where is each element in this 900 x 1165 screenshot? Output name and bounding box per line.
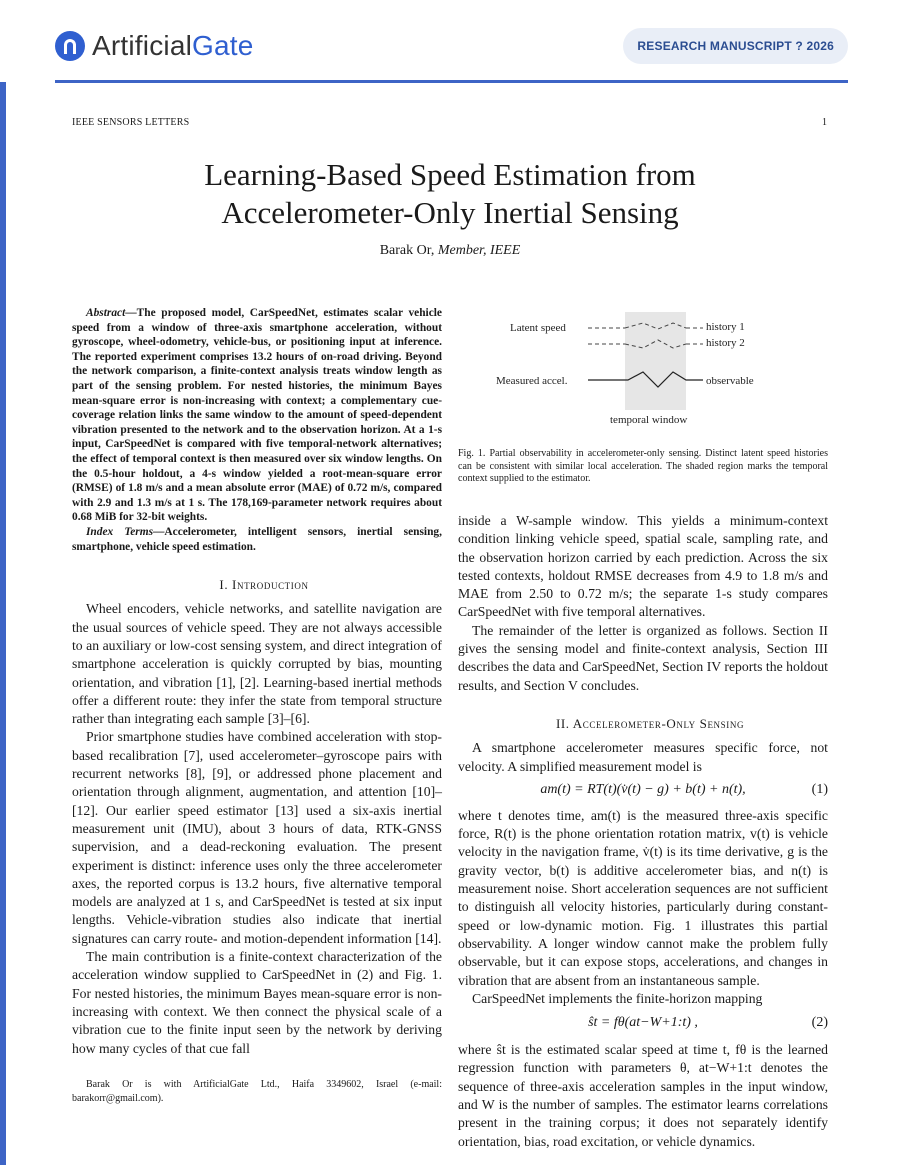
paper-title: Learning-Based Speed Estimation from Accelerometer-Only Inertial Sensing xyxy=(204,157,696,230)
section-heading-introduction: I. Introduction xyxy=(219,577,309,593)
intro-paragraph-2: Prior smartphone studies have combined acceleration with stop-based recalibration [7], used accelerometer–gyroscope pairs with recurrent networks [8], [9], or addressed phone placement and orientation through alignment, augmentation, and attention [10]–[12]. Our earlier speed estimator [13] used a six-axis inertial measurement unit (IMU), about 3 hours of data, RTK-GNSS supervision, and a dead-reckoning evaluation. The present experiment is distinct: inference uses only the three accelerometer axes, the reported corpus is 13.2 hours, five alternative temporal models are analyzed at 1 s, and CarSpeedNet is tested at six input lengths. Vehicle-vibration studies also indicate that inertial signatures can carry route- and motion-dependent information [14]. xyxy=(72,729,442,946)
intro-paragraph-1: Wheel encoders, vehicle networks, and satellite navigation are the usual sources of vehicle speed. They are not always accessible to an auxiliary or low-cost sensing system, and direct integration of smartphone acceleration is quickly corrupted by bias, mounting orientation, and vibration [1], [2]. Learning-based inertial methods offer a different route: they infer the state from temporal structure rather than integrating each sample [3]–[6]. xyxy=(72,601,442,727)
journal-name: IEEE SENSORS LETTERS xyxy=(72,117,190,128)
intro-continuation: inside a W-sample window. This yields a minimum-context condition linking vehicle speed, spatial scale, sampling rate, and the observation horizon carried by each prediction. Across the six tested contexts, holdout RMSE decreases from 4.9 to 1.8 m/s and MAE from 2.50 to 0.72 m/s; the separate 1-s study compares CarSpeedNet with five temporal alternatives. xyxy=(458,513,828,620)
fig-label-temporal-window: temporal window xyxy=(610,414,688,426)
equation-1: am(t) = RT(t)(v̇(t) − g) + b(t) + n(t), (1) xyxy=(540,781,828,797)
brand-name: ArtificialGate xyxy=(92,30,254,61)
fig-label-latent-speed: Latent speed xyxy=(510,322,566,334)
author-line: Barak Or, Member, IEEE xyxy=(379,243,521,258)
page-number: 1 xyxy=(822,117,827,128)
header-divider xyxy=(55,80,848,83)
right-column xyxy=(458,512,828,1151)
brand-logo[interactable] xyxy=(55,30,254,62)
section-heading-accelerometer-only: II. Accelerometer-Only Sensing xyxy=(555,715,745,731)
intro-paragraph-3: The main contribution is a finite-context characterization of the acceleration window supplied to CarSpeedNet in (2) and Fig. 1. For nested histories, the minimum Bayes mean-square error is non-increasing with context. We then connect the physical scale of a vibration cue to the finite input seen by the network by deriving how many cycles of that cue fall xyxy=(72,949,442,1056)
manuscript-badge: RESEARCH MANUSCRIPT ? 2026 xyxy=(623,28,848,64)
sensing-paragraph-3: CarSpeedNet implements the finite-horizon mapping xyxy=(472,990,763,1006)
organization-paragraph: The remainder of the letter is organized as follows. Section II gives the sensing model and finite-context analysis, Section III describes the data and CarSpeedNet, Section IV reports the holdout results, and Section V concludes. xyxy=(458,622,828,693)
equation-2: ŝt = fθ(at−W+1:t) , (2) xyxy=(588,1015,828,1031)
fig-label-history-2: history 2 xyxy=(706,337,745,349)
fig-label-history-1: history 1 xyxy=(706,321,745,333)
sensing-paragraph-1: A smartphone accelerometer measures specific force, not velocity. A simplified measurement model is xyxy=(458,740,828,774)
temporal-window-shade xyxy=(625,312,686,410)
author-footnote: Barak Or is with ArtificialGate Ltd., Haifa 3349602, Israel (e-mail: barakorr@gmail.com). xyxy=(72,1079,442,1104)
fig-label-measured-accel: Measured accel. xyxy=(496,375,568,387)
index-terms: Index Terms—Accelerometer, intelligent sensors, inertial sensing, smartphone, vehicle speed estimation. xyxy=(72,525,442,553)
left-column xyxy=(72,306,442,1058)
sensing-paragraph-2: where t denotes time, am(t) is the measured three-axis specific force, R(t) is the phone orientation rotation matrix, v(t) is vehicle velocity in the navigation frame, v̇(t) is its time derivative, g is the gravity vector, b(t) is additive accelerometer bias, and n(t) is measurement noise. Short acceleration sequences are not sufficient to distinguish all velocity histories, particularly during constant-speed or low-dynamic motion. Fig. 1 illustrates this partial observability. A longer window cannot make the problem fully observable, but it can expose stops, accelerations, and changes in vibration that are absent from an instantaneous sample. xyxy=(458,807,828,988)
figure-1-caption: Fig. 1. Partial observability in accelerometer-only sensing. Distinct latent speed histories can be consistent with similar local acceleration. The shaded region marks the temporal context supplied to the estimator. xyxy=(458,448,828,484)
sensing-paragraph-4: where ŝt is the estimated scalar speed at time t, fθ is the learned regression function with parameters θ, at−W+1:t denotes the sequence of three-axis acceleration samples in the input window, and W is the number of samples. The estimator learns correlations present in the training corpus; it does not separately identify orientation, bias, road excitation, or vehicle dynamics. xyxy=(458,1042,828,1149)
figure-1 xyxy=(458,308,828,433)
fig-label-observable: observable xyxy=(706,375,754,387)
logo-icon xyxy=(55,31,85,61)
figure-1-diagram xyxy=(458,308,828,433)
abstract: Abstract—The proposed model, CarSpeedNet, estimates scalar vehicle speed from a window of three-axis smartphone acceleration, without gyroscope, wheel-odometry, vehicle-bus, or positioning input at inference. The reported experiment comprises 13.2 hours of on-road driving. Beyond the network comparison, a finite-context analysis treats window length as part of the sensing problem. For nested histories, the minimum Bayes mean-square error is non-increasing with context; a complementary cue-coverage relation links the same window to the amount of speed-dependent vibration presented to the network and to the observation horizon. At a 1-s input, CarSpeedNet is compared with five temporal-network alternatives; the effect of temporal context is then measured over six window lengths. On the 0.5-hour holdout, a 4-s window yielded a root-mean-square error (RMSE) of 1.8 m/s and a mean absolute error (MAE) of 0.72 m/s, compared with 2.9 and 1.3 m/s at 1 s. The 178,169-parameter network requires about 0.68 MiB for 32-bit weights. xyxy=(72,307,442,524)
